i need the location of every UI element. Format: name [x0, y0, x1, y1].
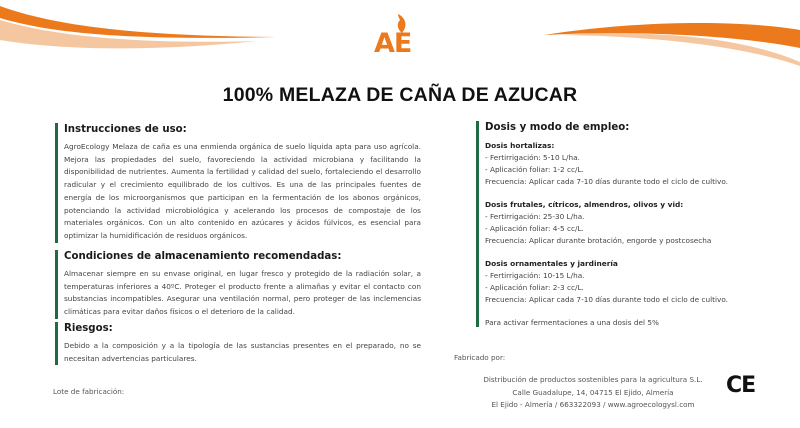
dosage-line: - Aplicación foliar: 2-3 cc/L.	[485, 283, 584, 292]
manufacturer-label: Fabricado por:	[454, 353, 506, 362]
dosage-line: - Fertirrigación: 10-15 L/ha.	[485, 271, 585, 280]
address-line: Calle Guadalupe, 14, 04715 El Ejido, Almería	[512, 387, 674, 397]
section-heading: Riesgos:	[64, 323, 113, 334]
dosage-line: Frecuencia: Aplicar cada 7-10 días durante todo el ciclo de cultivo.	[485, 295, 728, 304]
dosage-line: Frecuencia: Aplicar cada 7-10 días durante todo el ciclo de cultivo.	[485, 177, 728, 186]
product-title: 100% MELAZA DE CAÑA DE AZUCAR	[222, 84, 578, 106]
address-line: El Ejido - Almería / 663322093 / www.agroecologysl.com	[491, 400, 695, 410]
left-swoosh-decoration	[0, 0, 290, 60]
section-body: AgroEcology Melaza de caña es una enmienda orgánica de suelo líquida apta para uso agrícola. Mejora las propiedades del suelo, favoreciendo la actividad microbiana y facilitando la disponibilidad de nutrientes. Aumenta la fertilidad y calidad del suelo, fortaleciendo el desarrollo radicular y el crecimiento equilibrado de los cultivos. Es una de las principales fuentes de energía de los microorganismos que participan en la fermentación de los abonos orgánicos, potenciando la actividad microbiológica y acelerando los procesos de compostaje de los materiales orgánicos. Con un alto contenido en azúcares y ácidos fúlvicos, es esencial para optimizar la humidificación de residuos orgánicos.	[64, 142, 421, 240]
dosage-group-ornamentals	[485, 258, 745, 306]
address-line: Distribución de productos sostenibles para la agricultura S.L.	[483, 375, 703, 384]
dosage-line: - Aplicación foliar: 1-2 cc/L.	[485, 165, 584, 174]
section-instructions	[55, 123, 421, 243]
logo-text: AE	[374, 28, 412, 59]
section-heading: Dosis y modo de empleo:	[485, 122, 630, 133]
section-body: Almacenar siempre en su envase original, en lugar fresco y protegido de la radiación solar, a temperaturas inferiores a 40ºC. Proteger el producto frente a alimañas y evitar el contacto con substancias incompatibles. Asegurar una ventilación normal, pero proteger de las inclemencias climáticas para evitar daños físicos o el deterioro de la calidad.	[64, 269, 421, 317]
section-body: Debido a la composición y a la tipología de las sustancias presentes en el preparado, no se necesitan advertencias particulares.	[64, 341, 421, 363]
dosage-group-title: Dosis ornamentales y jardinería	[485, 259, 618, 268]
dosage-line: - Fertirrigación: 5-10 L/ha.	[485, 153, 580, 162]
dosage-group-vegetables	[485, 140, 745, 188]
fermentation-note: Para activar fermentaciones a una dosis del 5%	[485, 318, 659, 327]
ce-mark-icon: CE	[726, 373, 756, 398]
section-risks	[55, 322, 421, 365]
manufacturer-address	[462, 374, 724, 412]
section-storage	[55, 250, 421, 319]
right-swoosh-decoration	[540, 0, 800, 70]
dosage-group-title: Dosis frutales, cítricos, almendros, olivos y vid:	[485, 200, 684, 209]
batch-number-label: Lote de fabricación:	[53, 387, 125, 396]
section-dosage	[476, 121, 745, 327]
agroecology-logo	[374, 14, 430, 60]
dosage-line: Frecuencia: Aplicar durante brotación, engorde y postcosecha	[485, 236, 712, 245]
dosage-line: - Aplicación foliar: 4-5 cc/L.	[485, 224, 584, 233]
section-heading: Condiciones de almacenamiento recomendadas:	[64, 251, 342, 262]
section-heading: Instrucciones de uso:	[64, 124, 187, 135]
dosage-group-fruit-trees	[485, 199, 745, 247]
dosage-group-title: Dosis hortalizas:	[485, 141, 555, 150]
dosage-line: - Fertirrigación: 25-30 L/ha.	[485, 212, 585, 221]
